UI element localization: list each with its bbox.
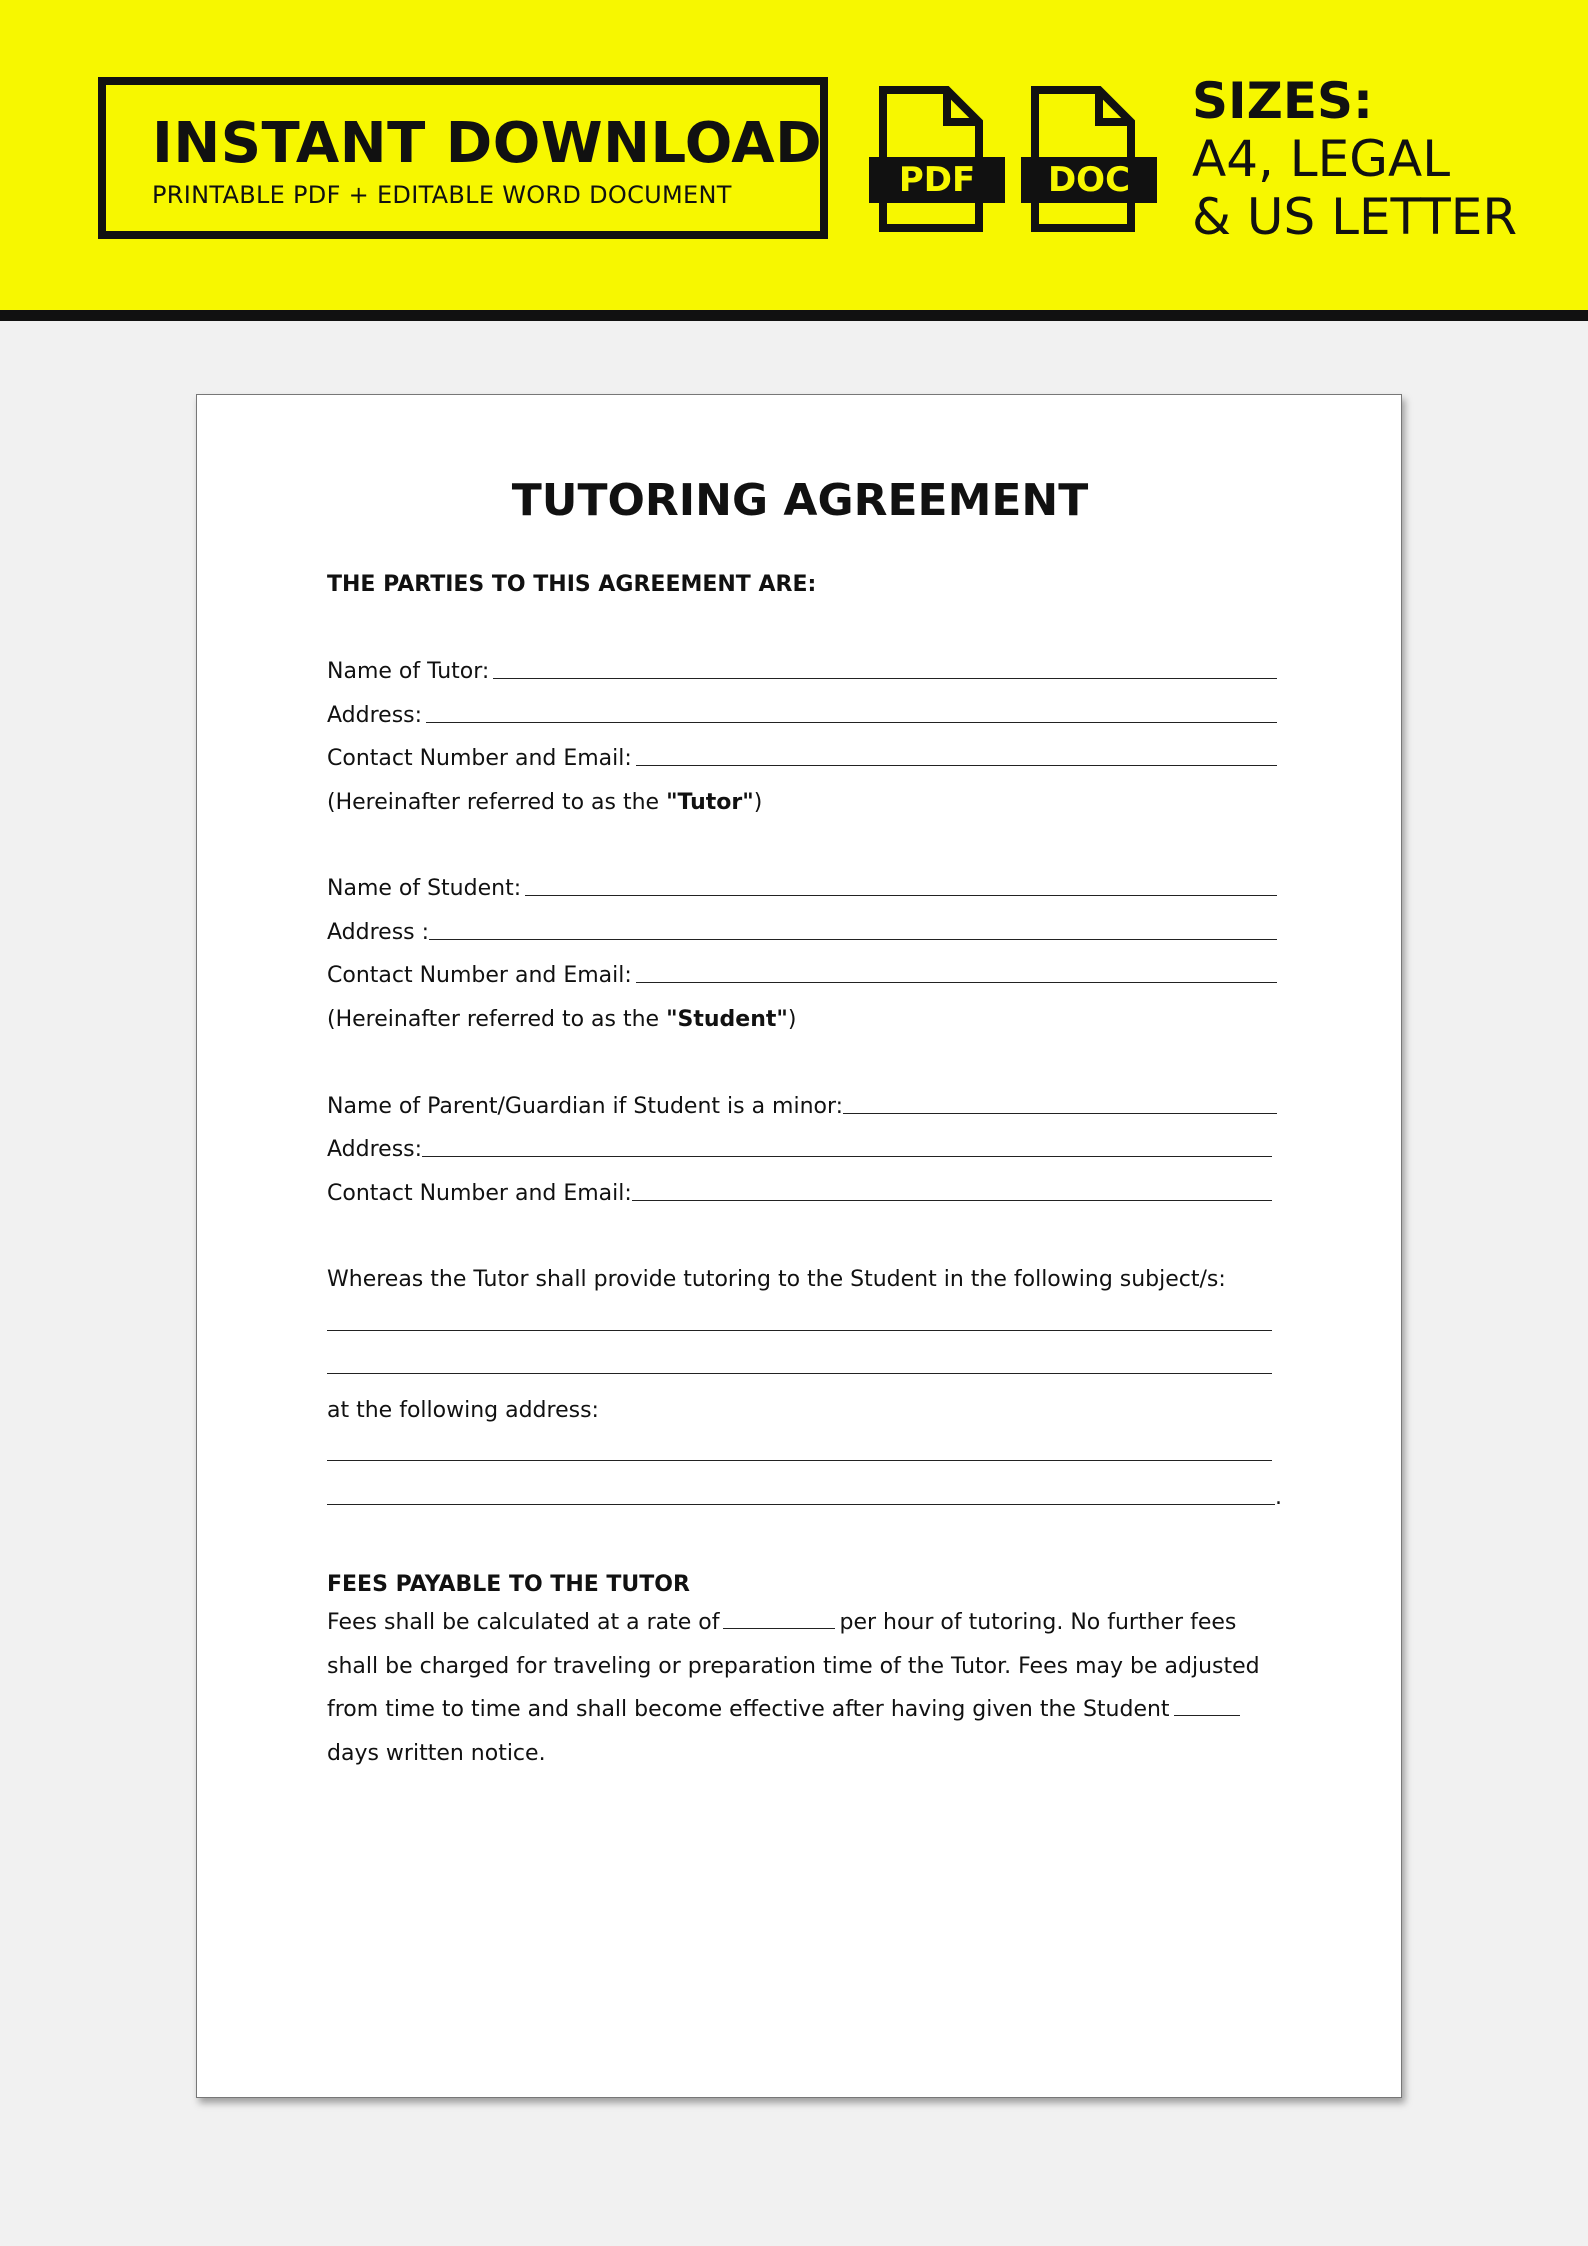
banner-divider — [0, 310, 1588, 321]
fill-in-line[interactable] — [636, 982, 1277, 983]
field-label: Contact Number and Email: — [327, 1181, 632, 1206]
parent-contact-field[interactable] — [327, 1166, 1272, 1210]
fill-in-line[interactable] — [636, 765, 1277, 766]
rate-blank[interactable] — [723, 1627, 835, 1629]
field-label: Address: — [327, 1137, 423, 1162]
parent-address-field[interactable] — [327, 1122, 1272, 1166]
line-end-period: . — [1275, 1485, 1282, 1510]
doc-file-icon — [1021, 86, 1157, 232]
tutor-name-field[interactable] — [327, 644, 1277, 688]
document-page — [196, 394, 1402, 2098]
subjects-line-2[interactable] — [327, 1339, 1272, 1383]
parent-name-field[interactable] — [327, 1079, 1277, 1123]
fill-in-line[interactable] — [327, 1373, 1272, 1374]
tutor-address-field[interactable] — [327, 688, 1277, 732]
banner-title: INSTANT DOWNLOAD — [152, 111, 823, 176]
fill-in-line[interactable] — [525, 895, 1277, 896]
tutor-contact-field[interactable] — [327, 731, 1277, 775]
field-label: Address : — [327, 920, 430, 945]
instant-download-box — [98, 77, 828, 239]
field-label: Contact Number and Email: — [327, 746, 632, 771]
fill-in-line[interactable] — [327, 1330, 1272, 1331]
fill-in-line[interactable] — [843, 1113, 1277, 1114]
field-label: Name of Student: — [327, 876, 522, 901]
address-statement: at the following address: — [327, 1398, 599, 1423]
student-address-field[interactable] — [327, 905, 1277, 949]
fill-in-line[interactable] — [429, 939, 1277, 940]
field-label: Contact Number and Email: — [327, 963, 632, 988]
fill-in-line[interactable] — [327, 1460, 1272, 1461]
page-title: TUTORING AGREEMENT — [511, 475, 1089, 526]
sizes-info — [1192, 72, 1517, 246]
student-contact-field[interactable] — [327, 948, 1277, 992]
promo-banner — [0, 0, 1588, 310]
tutor-reference: (Hereinafter referred to as the "Tutor") — [327, 790, 763, 815]
fill-in-line[interactable] — [422, 1156, 1272, 1157]
fill-in-line[interactable] — [426, 722, 1277, 723]
banner-subtitle: PRINTABLE PDF + EDITABLE WORD DOCUMENT — [152, 181, 732, 209]
field-label: Address: — [327, 703, 423, 728]
doc-label: DOC — [1021, 157, 1157, 203]
fees-heading: FEES PAYABLE TO THE TUTOR — [327, 1572, 690, 1597]
address-line-1[interactable] — [327, 1426, 1272, 1470]
subjects-line-1[interactable] — [327, 1296, 1272, 1340]
fees-paragraph: Fees shall be calculated at a rate of per hour of tutoring. No further fees shall be charged for traveling or preparation time of the Tutor. Fees may be adjusted from time to time and shall become effective after having given the Studentdays written notice. — [327, 1610, 1260, 1766]
field-label: Name of Tutor: — [327, 659, 490, 684]
sizes-heading: SIZES: — [1192, 72, 1374, 130]
address-line-2[interactable] — [327, 1470, 1282, 1514]
student-reference: (Hereinafter referred to as the "Student") — [327, 1007, 797, 1032]
pdf-file-icon — [869, 86, 1005, 232]
fill-in-line[interactable] — [327, 1504, 1275, 1505]
sizes-line-1: A4, LEGAL — [1192, 130, 1451, 188]
parties-heading: THE PARTIES TO THIS AGREEMENT ARE: — [327, 572, 817, 597]
notice-days-blank[interactable] — [1174, 1714, 1240, 1716]
fill-in-line[interactable] — [493, 678, 1277, 679]
sizes-line-2: & US LETTER — [1192, 188, 1518, 246]
field-label: Name of Parent/Guardian if Student is a minor: — [327, 1094, 844, 1119]
subjects-statement: Whereas the Tutor shall provide tutoring to the Student in the following subject/s: — [327, 1267, 1226, 1292]
student-name-field[interactable] — [327, 861, 1277, 905]
pdf-label: PDF — [869, 157, 1005, 203]
fill-in-line[interactable] — [632, 1200, 1272, 1201]
